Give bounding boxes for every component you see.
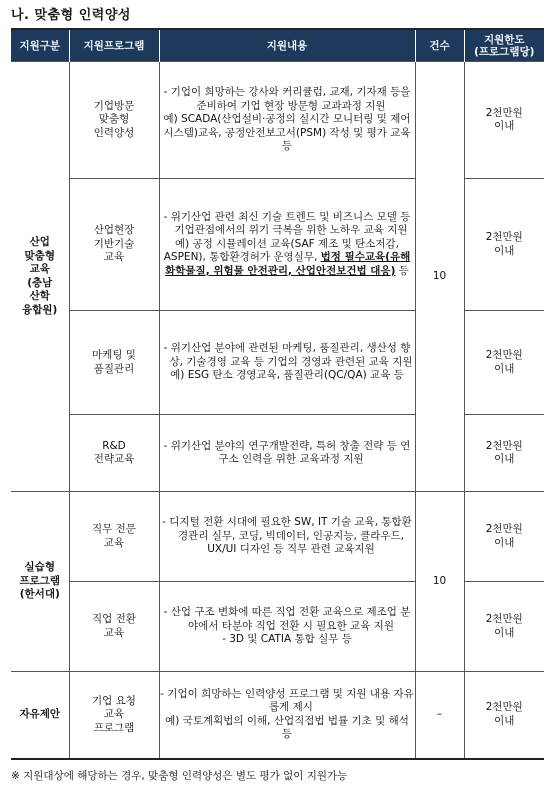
limit-amount: 2천만원 [485,613,523,625]
program-line: R&D [102,439,126,452]
program-line: 산업현장 [93,224,135,237]
content-tail: 등 [395,264,409,277]
content-bullet: - 산업 구조 변화에 따른 직업 전환 교육으로 제조업 분야에서 타분야 직업 전환 시 필요한 교육 지원 [163,606,411,632]
section-title: 나. 맞춤형 인력양성 [11,8,131,23]
footnote: ※ 지원대상에 해당하는 경우, 맞춤형 인력양성은 별도 평가 없이 지원가능 [11,770,348,782]
category-line: 산학 [29,290,50,302]
category-line: 자유제안 [19,708,61,720]
category-industry [11,62,69,492]
program-content [159,62,415,179]
support-table [11,28,544,760]
table-row [11,62,544,179]
limit-qualifier: 이내 [494,244,515,257]
content-example: 예) ESG 탄소 경영교육, 품질관리(QC/QA) 교육 등 [170,369,404,382]
category-line: 융합원) [22,303,58,316]
table-row [11,179,544,311]
limit-amount: 2천만원 [485,439,523,452]
content-bullet: - 위기산업 분야의 연구개발전략, 특허 창출 전략 등 연구소 인력을 위한 교육과정 지원 [163,439,411,465]
category-line: 산업 [29,236,50,248]
limit-amount: 2천만원 [485,523,523,535]
table-row [11,311,544,415]
program-line: 기반기술 [93,237,135,250]
count-cell: 10 [415,492,464,672]
header-program: 지원프로그램 [69,29,159,62]
table-header-row [11,29,544,62]
header-limit-line2: (프로그램당) [474,45,535,58]
program-name [69,492,159,582]
header-category: 지원구분 [11,29,69,62]
category-line: 실습형 [24,561,55,574]
program-line: 품질관리 [93,362,135,375]
limit-amount: 2천만원 [485,701,523,714]
header-content: 지원내용 [159,29,415,62]
program-content [159,492,415,582]
program-content [159,582,415,672]
program-name [69,311,159,415]
limit-qualifier: 이내 [494,120,515,132]
program-line: 직무 전문 [92,523,136,535]
header-limit [464,29,544,62]
program-name [69,179,159,311]
table-row [11,672,544,759]
content-bullet: - 3D 및 CATIA 통합 실무 등 [222,633,352,646]
program-content [159,179,415,311]
content-example: 예) SCADA(산업설비·공정의 실시간 모니터링 및 제어 시스템)교육, 공정안전보고서(PSM) 작성 및 평가 교육 등 [163,113,411,153]
limit-cell [464,179,544,311]
limit-cell [464,582,544,672]
program-line: 교육 [103,708,125,720]
content-example: 예) 국토계획법의 이해, 산업직접법 법률 기초 및 해석 등 [165,714,409,741]
count-cell: 10 [415,62,464,492]
program-line: 인력양성 [93,126,135,139]
limit-amount: 2천만원 [485,349,523,361]
program-line: 맞춤형 [98,113,130,126]
limit-qualifier: 이내 [494,362,515,375]
program-line: 기업 요청 [92,694,136,707]
limit-qualifier: 이내 [494,714,515,727]
table-row [11,492,544,582]
program-content [159,311,415,415]
category-line: 프로그램 [19,574,61,587]
limit-qualifier: 이내 [494,626,515,639]
program-line: 교육 [103,536,125,549]
program-name [69,415,159,492]
limit-cell [464,62,544,179]
category-practice [11,492,69,672]
header-count: 건수 [415,29,464,62]
limit-cell [464,311,544,415]
program-line: 교육 [103,626,125,639]
category-line: (한서대) [19,588,60,601]
content-bullet: - 디지털 전환 시대에 필요한 SW, IT 기술 교육, 통합환경관리 실무, 코딩, 빅데이터, 인공지능, 클라우드, UX/UI 디자인 등 직무 관련 교육지원 [162,516,412,556]
category-line: (충남 [27,276,53,289]
program-line: 프로그램 [93,721,135,734]
table-row [11,415,544,492]
limit-amount: 2천만원 [485,231,523,243]
program-name [69,672,159,759]
table-row [11,582,544,672]
program-name [69,62,159,179]
limit-cell [464,415,544,492]
content-example-text: 예) 공정 시뮬레이션 교육(SAF 제조 및 탄소저감, ASPEN), 통합환경허가 운영실무, [163,237,400,264]
content-bullet: - 위기산업 관련 최신 기술 트렌드 및 비즈니스 모델 등 기업관점에서의 위기 극복을 위한 노하우 교육 지원 [163,210,411,237]
category-line: 맞춤형 [24,249,55,262]
program-content [159,672,415,759]
category-free-proposal [11,672,69,759]
limit-qualifier: 이내 [494,453,515,465]
limit-qualifier: 이내 [494,536,515,549]
program-line: 마케팅 및 [92,349,136,361]
content-bullet: - 기업이 희망하는 강사와 커리큘럼, 교재, 기자재 등을 준비하여 기업 현장 방문형 교과과정 지원 [163,86,411,112]
program-content [159,415,415,492]
program-line: 기업방문 [93,99,135,112]
limit-cell [464,672,544,759]
content-underlined: 법정 필수교육(유해화학물질, 위험물 안전관리, 산업안전보건법 대응) [165,251,411,277]
category-line: 교육 [29,263,50,275]
content-example [160,238,415,279]
program-name [69,582,159,672]
header-limit-line1: 지원한도 [483,33,525,46]
program-line: 전략교육 [93,453,135,465]
content-bullet: - 위기산업 분야에 관련된 마케팅, 품질관리, 생산성 향상, 기술경영 교육 등 기업의 경영과 관련된 교육 지원 [163,342,413,368]
limit-amount: 2천만원 [485,106,523,119]
count-cell: – [415,672,464,759]
program-line: 직업 전환 [92,613,136,625]
limit-cell [464,492,544,582]
program-line: 교육 [103,251,125,264]
content-bullet: - 기업이 희망하는 인력양성 프로그램 및 지원 내용 자유롭게 제시 [160,687,414,714]
